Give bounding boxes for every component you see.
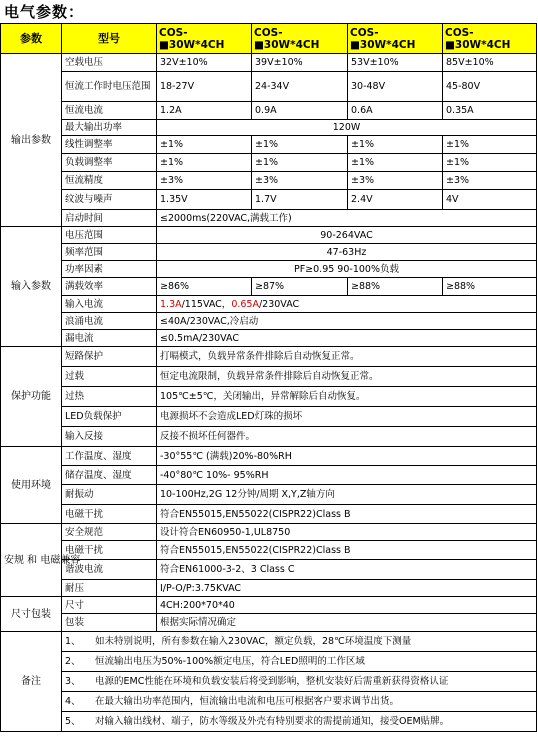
table-row — [1, 505, 537, 524]
table-row — [1, 347, 537, 367]
table-row — [1, 427, 537, 447]
param-name: 电磁干扰 — [62, 541, 157, 560]
note-text: 对输入输出线材、端子，防水等级及外壳有特别要求的需提前通知，接受OEM贴牌。 — [95, 716, 450, 727]
param-value: 打嗝模式，负载异常条件排除后自动恢复正常。 — [157, 347, 537, 367]
param-value: 恒定电流限制，负载异常条件排除后自动恢复正常。 — [157, 367, 537, 387]
param-value: 反接不损坏任何器件。 — [157, 427, 537, 447]
note-item — [62, 712, 537, 732]
note-number: 3、 — [65, 676, 81, 687]
param-value: 45-80V — [443, 72, 537, 102]
param-name: 恒流电流 — [62, 102, 157, 120]
param-value: ±3% — [157, 172, 252, 190]
param-name: 输入电流 — [62, 296, 157, 313]
table-row — [1, 485, 537, 505]
model-name: COS-■30W*4CH — [443, 24, 537, 54]
note-number: 2、 — [65, 656, 81, 667]
param-value: 53V±10% — [348, 54, 443, 72]
param-value: ±3% — [252, 172, 348, 190]
table-row — [1, 210, 537, 227]
table-row — [1, 330, 537, 347]
page-title: 电气参数： — [4, 3, 85, 21]
param-value: I/P-O/P:3.75KVAC — [157, 580, 537, 597]
param-name: 漏电流 — [62, 330, 157, 347]
table-row — [1, 261, 537, 278]
table-row — [1, 227, 537, 244]
note-item — [62, 672, 537, 692]
param-name: 最大输出功率 — [62, 120, 157, 136]
input-current-value — [157, 296, 537, 313]
note-number: 4、 — [65, 696, 81, 707]
table-row — [1, 313, 537, 330]
param-name: 恒流工作时电压范围 — [62, 72, 157, 102]
param-name: 恒流精度 — [62, 172, 157, 190]
param-value: 85V±10% — [443, 54, 537, 72]
param-value: ≥88% — [443, 278, 537, 296]
table-row — [1, 407, 537, 427]
param-name: 电压范围 — [62, 227, 157, 244]
param-value: -40°80℃ 10%- 95%RH — [157, 466, 537, 485]
table-row — [1, 597, 537, 614]
category-notes: 备注 — [1, 632, 62, 732]
param-value: 1.35V — [157, 190, 252, 210]
param-name: 空载电压 — [62, 54, 157, 72]
table-row — [1, 102, 537, 120]
param-value: 0.6A — [348, 102, 443, 120]
table-row — [1, 652, 537, 672]
param-value: ≥87% — [252, 278, 348, 296]
param-value: ≤2000ms(220VAC,满载工作) — [157, 210, 537, 227]
table-row — [1, 244, 537, 261]
param-name: 满载效率 — [62, 278, 157, 296]
param-name: 输入反接 — [62, 427, 157, 447]
param-value: ≥86% — [157, 278, 252, 296]
table-row — [1, 580, 537, 597]
header-model: 型号 — [62, 24, 157, 54]
param-name: 尺寸 — [62, 597, 157, 614]
param-value: ±3% — [443, 172, 537, 190]
table-row — [1, 447, 537, 466]
note-text: 恒流输出电压为50%-100%额定电压，符合LED照明的工作区域 — [95, 656, 365, 667]
param-name: 负载调整率 — [62, 154, 157, 172]
param-name: 频率范围 — [62, 244, 157, 261]
param-value: PF≥0.95 90-100%负载 — [157, 261, 537, 278]
param-name: 过热 — [62, 387, 157, 407]
param-value: 32V±10% — [157, 54, 252, 72]
param-value: 30-48V — [348, 72, 443, 102]
param-value: 符合EN61000-3-2、3 Class C — [157, 560, 537, 580]
param-value: 1.7V — [252, 190, 348, 210]
param-value: ±1% — [443, 136, 537, 154]
param-value: 105℃±5℃，关闭输出，异常解除后自动恢复。 — [157, 387, 537, 407]
param-value: 24-34V — [252, 72, 348, 102]
param-value: 0.9A — [252, 102, 348, 120]
param-value: 符合EN55015,EN55022(CISPR22)Class B — [157, 541, 537, 560]
param-value: 0.35A — [443, 102, 537, 120]
param-name: 工作温度、湿度 — [62, 447, 157, 466]
param-value: ±1% — [443, 154, 537, 172]
param-value: ±3% — [348, 172, 443, 190]
param-value: 10-100Hz,2G 12分钟/周期 X,Y,Z轴方向 — [157, 485, 537, 505]
category-protection: 保护功能 — [1, 347, 62, 447]
param-name: 短路保护 — [62, 347, 157, 367]
table-row — [1, 154, 537, 172]
param-value: 120W — [157, 120, 537, 136]
table-row — [1, 672, 537, 692]
note-item — [62, 692, 537, 712]
note-item — [62, 652, 537, 672]
category-output: 输出参数 — [1, 54, 62, 227]
param-value: 39V±10% — [252, 54, 348, 72]
param-value: 1.2A — [157, 102, 252, 120]
param-name: LED负载保护 — [62, 407, 157, 427]
param-value: 18-27V — [157, 72, 252, 102]
table-row — [1, 190, 537, 210]
param-value: 4V — [443, 190, 537, 210]
current-115-unit: /115VAC， — [181, 298, 232, 310]
param-name: 浪涌电流 — [62, 313, 157, 330]
table-row — [1, 54, 537, 72]
param-value: 设计符合EN60950-1,UL8750 — [157, 524, 537, 541]
param-value: ±1% — [157, 154, 252, 172]
param-name: 过载 — [62, 367, 157, 387]
param-value: 符合EN55015,EN55022(CISPR22)Class B — [157, 505, 537, 524]
table-row — [1, 387, 537, 407]
header-param: 参数 — [1, 24, 62, 54]
param-value: 根据实际情况确定 — [157, 614, 537, 632]
param-name: 电磁干扰 — [62, 505, 157, 524]
param-name: 功率因素 — [62, 261, 157, 278]
table-row — [1, 136, 537, 154]
param-value: 47-63Hz — [157, 244, 537, 261]
note-text: 电源的EMC性能在环境和负载安装后将受到影响，整机安装好后需重新获得资格认证 — [95, 676, 449, 687]
table-row — [1, 614, 537, 632]
note-text: 如未特别说明，所有参数在输入230VAC，额定负载，28℃环境温度下测量 — [95, 636, 412, 647]
param-value: 4CH:200*70*40 — [157, 597, 537, 614]
model-name: COS-■30W*4CH — [157, 24, 252, 54]
param-name: 线性调整率 — [62, 136, 157, 154]
model-name: COS-■30W*4CH — [348, 24, 443, 54]
model-name: COS-■30W*4CH — [252, 24, 348, 54]
param-name: 耐振动 — [62, 485, 157, 505]
current-230-unit: /230VAC — [258, 298, 300, 310]
table-row — [1, 278, 537, 296]
table-row — [1, 120, 537, 136]
param-name: 储存温度、湿度 — [62, 466, 157, 485]
table-row — [1, 466, 537, 485]
param-name: 纹波与噪声 — [62, 190, 157, 210]
param-value: ±1% — [252, 136, 348, 154]
note-number: 1、 — [65, 636, 81, 647]
table-row — [1, 692, 537, 712]
header-row — [1, 24, 537, 54]
table-row — [1, 172, 537, 190]
spec-table — [0, 23, 537, 732]
table-row — [1, 72, 537, 102]
current-230: 0.65A — [231, 298, 259, 310]
param-value: -30°55℃ (满载)20%-80%RH — [157, 447, 537, 466]
category-safety: 安规 和 电磁兼容 — [1, 524, 62, 597]
param-value: 90-264VAC — [157, 227, 537, 244]
table-row — [1, 632, 537, 652]
current-115: 1.3A — [160, 298, 182, 310]
note-text: 在最大输出功率范围内，恒流输出电流和电压可根据客户要求调节出货。 — [95, 696, 400, 707]
param-name: 谐波电流 — [62, 560, 157, 580]
param-value: ≤40A/230VAC,冷启动 — [157, 313, 537, 330]
note-item — [62, 632, 537, 652]
param-value: 2.4V — [348, 190, 443, 210]
param-name: 启动时间 — [62, 210, 157, 227]
table-row — [1, 367, 537, 387]
table-row — [1, 560, 537, 580]
table-row — [1, 712, 537, 732]
param-name: 耐压 — [62, 580, 157, 597]
param-value: ±1% — [348, 136, 443, 154]
table-row — [1, 296, 537, 313]
category-package: 尺寸包装 — [1, 597, 62, 632]
note-number: 5、 — [65, 716, 81, 727]
param-name: 安全规范 — [62, 524, 157, 541]
param-value: ≥88% — [348, 278, 443, 296]
table-row — [1, 524, 537, 541]
param-value: ±1% — [252, 154, 348, 172]
param-name: 包装 — [62, 614, 157, 632]
category-input: 输入参数 — [1, 227, 62, 347]
param-value: ±1% — [157, 136, 252, 154]
param-value: ≤0.5mA/230VAC — [157, 330, 537, 347]
category-environment: 使用环境 — [1, 447, 62, 524]
param-value: 电源损坏不会造成LED灯珠的损坏 — [157, 407, 537, 427]
param-value: ±1% — [348, 154, 443, 172]
table-row — [1, 541, 537, 560]
